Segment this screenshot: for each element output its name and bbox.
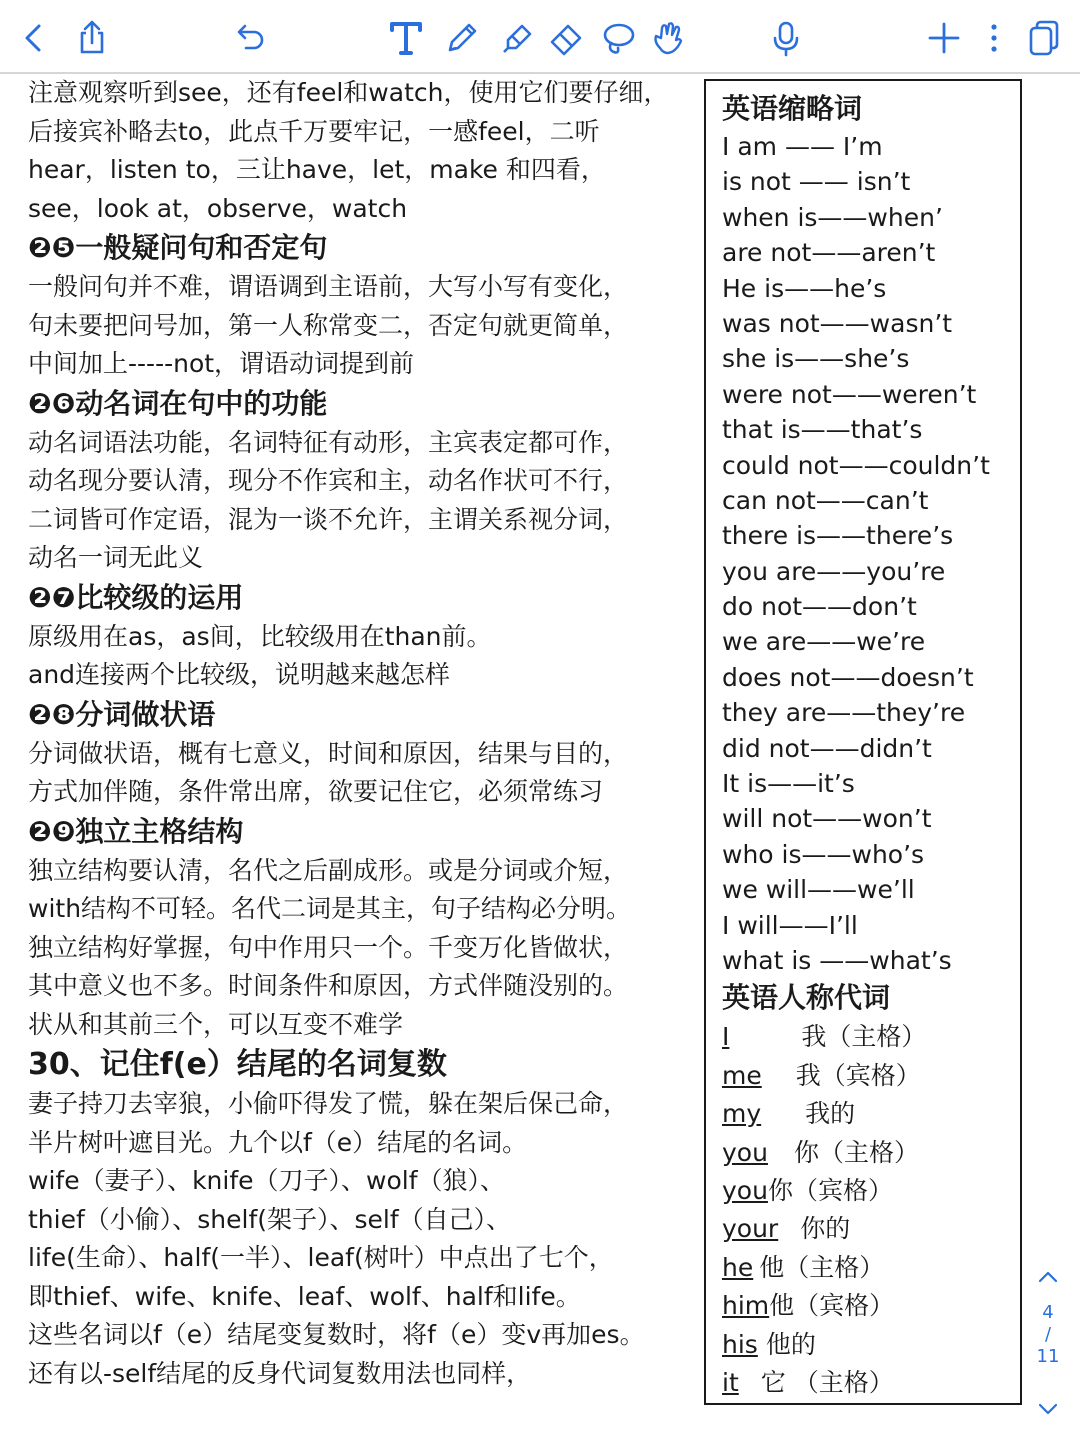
section-heading: ❷❾独立主格结构 xyxy=(28,814,244,848)
pronoun-item xyxy=(722,1172,1018,1210)
abbreviation-item: were not——weren’t xyxy=(722,379,977,409)
pronoun-item xyxy=(722,1095,1018,1133)
text-line: 原级用在as，as间，比较级用在than前。 xyxy=(28,621,492,651)
abbreviation-item: you are——you’re xyxy=(722,556,946,586)
section-heading: ❷❻动名词在句中的功能 xyxy=(28,386,328,420)
pronoun-word: it xyxy=(722,1367,739,1397)
abbreviation-item: was not——wasn’t xyxy=(722,308,953,338)
abbreviation-item: that is——that’s xyxy=(722,415,923,445)
page-navigator xyxy=(1030,1262,1066,1422)
total-pages: 11 xyxy=(1036,1346,1060,1367)
section-heading: 30、记住f(e）结尾的名词复数 xyxy=(28,1047,447,1082)
document-page xyxy=(0,74,1080,1440)
abbreviation-item: who is——who’s xyxy=(722,839,925,869)
abbreviation-item: is not —— isn’t xyxy=(722,167,911,197)
pronoun-meaning: 你（主格） xyxy=(793,1137,919,1167)
top-toolbar xyxy=(0,0,1080,74)
text-line: 分词做状语，概有七意义，时间和原因，结果与目的， xyxy=(28,738,629,768)
abbreviation-item: we are——we’re xyxy=(722,627,926,657)
pronoun-meaning: 他（主格） xyxy=(759,1252,885,1282)
text-line: 注意观察听到see，还有feel和watch，使用它们要仔细， xyxy=(28,78,669,107)
english-reference-box xyxy=(704,79,1022,1405)
pronoun-meaning: 他（宾格） xyxy=(769,1291,895,1321)
text-line: life(生命）、half(一半）、leaf(树叶）中点出了七个， xyxy=(28,1243,614,1272)
pronoun-item xyxy=(722,1057,1018,1095)
pronoun-word: you xyxy=(722,1137,768,1167)
text-line: 中间加上-----not，谓语动词提到前 xyxy=(28,349,415,378)
pronoun-word: he xyxy=(722,1252,754,1282)
pronoun-meaning: 他的 xyxy=(765,1329,816,1359)
lasso-tool-icon[interactable] xyxy=(598,18,638,58)
abbreviation-item: when is——when’ xyxy=(722,202,943,232)
page-separator: / xyxy=(1044,1324,1052,1345)
abbreviation-item: could not——couldn’t xyxy=(722,450,990,480)
pronoun-item xyxy=(722,1249,1018,1287)
abbreviation-item: will not——won’t xyxy=(722,804,932,834)
abbreviation-item: It is——it’s xyxy=(722,769,855,799)
abbreviation-item: did not——didn’t xyxy=(722,733,932,763)
abbreviation-item: she is——she’s xyxy=(722,344,910,374)
pronoun-word: him xyxy=(722,1291,770,1321)
current-page: 4 xyxy=(1042,1302,1054,1323)
pronoun-word: I xyxy=(722,1022,730,1052)
page-down-icon[interactable] xyxy=(1030,1394,1066,1424)
page-up-icon[interactable] xyxy=(1030,1262,1066,1292)
section-heading: ❷❽分词做状语 xyxy=(28,697,216,731)
text-line: 动名现分要认清，现分不作宾和主，动名作状可不行， xyxy=(28,466,629,495)
text-line: 二词皆可作定语，混为一谈不允许，主谓关系视分词， xyxy=(28,504,629,534)
text-line: and连接两个比较级，说明越来越怎样 xyxy=(28,660,451,689)
pronoun-word: my xyxy=(722,1099,762,1129)
pronoun-word: his xyxy=(722,1329,758,1359)
text-line: see，look at，observe，watch xyxy=(28,193,408,223)
pronoun-meaning: 它 （主格） xyxy=(760,1367,894,1397)
pronoun-item xyxy=(722,1326,1018,1364)
text-line: with结构不可轻。名代二词是其主，句子结构必分明。 xyxy=(28,894,632,923)
highlighter-tool-icon[interactable] xyxy=(496,18,536,58)
text-line: 方式加伴随，条件常出席，欲要记住它，必须常练习 xyxy=(28,777,604,806)
abbreviation-list xyxy=(722,129,1018,978)
hand-tool-icon[interactable] xyxy=(648,18,688,58)
pronoun-meaning: 我（宾格） xyxy=(795,1060,921,1090)
text-line: 动名词语法功能，名词特征有动形，主宾表定都可作， xyxy=(28,427,629,457)
pronoun-item xyxy=(722,1210,1018,1248)
abbreviation-item: I will——I’ll xyxy=(722,910,858,940)
text-line: 后接宾补略去to，此点千万要牢记，一感feel，二听 xyxy=(28,116,600,146)
pronoun-item xyxy=(722,1287,1018,1325)
abbreviation-title: 英语缩略词 xyxy=(722,92,863,125)
microphone-icon[interactable] xyxy=(766,18,806,58)
text-line: 动名一词无此义 xyxy=(28,543,204,572)
abbreviation-item: there is——there’s xyxy=(722,521,954,551)
abbreviation-item: do not——don’t xyxy=(722,592,917,622)
text-line: 独立结构要认清，名代之后副成形。或是分词或介短， xyxy=(28,855,629,885)
eraser-tool-icon[interactable] xyxy=(546,18,586,58)
pronoun-meaning: 我的 xyxy=(805,1099,856,1129)
pronoun-item xyxy=(722,1364,1018,1402)
abbreviation-item: what is ——what’s xyxy=(722,945,952,975)
text-line: 即thief、wife、knife、leaf、wolf、half和life。 xyxy=(28,1281,581,1311)
back-icon[interactable] xyxy=(14,18,54,58)
pen-tool-icon[interactable] xyxy=(442,18,482,58)
section-heading: ❷❺一般疑问句和否定句 xyxy=(28,231,328,264)
undo-icon[interactable] xyxy=(230,18,270,58)
pronoun-meaning: 我（主格） xyxy=(801,1022,927,1052)
pronoun-title: 英语人称代词 xyxy=(722,981,891,1015)
abbreviation-item: I am —— I’m xyxy=(722,132,883,161)
pronoun-item xyxy=(722,1018,1018,1056)
abbreviation-item: they are——they’re xyxy=(722,698,966,728)
text-line: 独立结构好掌握，句中作用只一个。千变万化皆做状， xyxy=(28,932,629,962)
text-line: wife（妻子）、knife（刀子）、wolf（狼）、 xyxy=(28,1166,506,1195)
share-icon[interactable] xyxy=(72,18,112,58)
text-line: 其中意义也不多。时间条件和原因，方式伴随没别的。 xyxy=(28,971,629,1000)
more-icon[interactable] xyxy=(974,18,1014,58)
section-heading: ❷❼比较级的运用 xyxy=(28,580,244,614)
pronoun-meaning: 你（宾格） xyxy=(767,1175,893,1205)
pronoun-list xyxy=(722,1018,1018,1402)
abbreviation-item: we will——we’ll xyxy=(722,875,915,905)
pronoun-word: your xyxy=(722,1214,779,1244)
text-line: 状从和其前三个，可以互变不难学 xyxy=(28,1009,404,1039)
notes-column xyxy=(28,74,688,1393)
text-line: 一般问句并不难，谓语调到主语前，大写小写有变化， xyxy=(28,272,629,301)
text-line: 这些名词以f（e）结尾变复数时，将f（e）变v再加es。 xyxy=(28,1320,645,1349)
pronoun-item xyxy=(722,1134,1018,1172)
abbreviation-item: does not——doesn’t xyxy=(722,662,974,692)
abbreviation-item: are not——aren’t xyxy=(722,238,936,268)
pronoun-word: you xyxy=(722,1175,768,1205)
text-line: 句未要把问号加，第一人称常变二，否定句就更简单， xyxy=(28,310,629,340)
pages-icon[interactable] xyxy=(1024,18,1064,58)
pronoun-meaning: 你的 xyxy=(800,1214,851,1244)
text-line: thief（小偷）、shelf(架子）、self（自己）、 xyxy=(28,1204,512,1234)
text-line: 半片树叶遮目光。九个以f（e）结尾的名词。 xyxy=(28,1127,528,1157)
text-line: 妻子持刀去宰狼，小偷吓得发了慌，躲在架后保己命， xyxy=(28,1089,629,1118)
text-line: hear，listen to，三让have，let，make 和四看， xyxy=(28,155,606,184)
pronoun-word: me xyxy=(722,1060,762,1090)
abbreviation-item: He is——he’s xyxy=(722,273,887,303)
text-line: 还有以-self结尾的反身代词复数用法也同样， xyxy=(28,1358,532,1388)
abbreviation-item: can not——can’t xyxy=(722,485,929,515)
add-icon[interactable] xyxy=(924,18,964,58)
text-tool-icon[interactable] xyxy=(386,18,426,58)
